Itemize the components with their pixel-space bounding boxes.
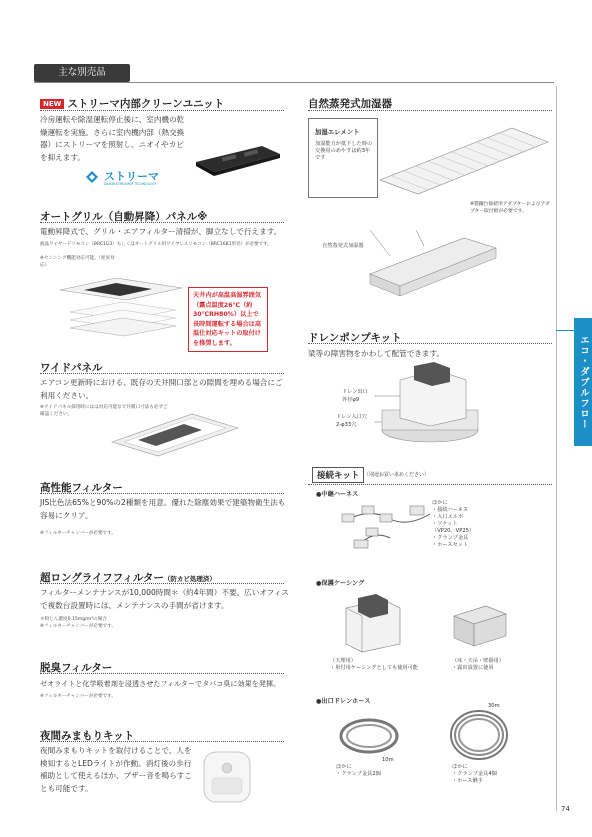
connkit-hose-title: ●出口ドレンホース <box>316 698 371 705</box>
hose-30m-caption-line: ・ホース継手 <box>452 778 483 784</box>
drainpump-inlet-spec: 2-φ33穴 <box>336 422 357 428</box>
humidifier-element-label: 加湿エレメント <box>315 128 360 136</box>
streamer-unit-image <box>192 136 284 178</box>
humidifier-element-note: 加湿能力が低下した時の交換用のめやすは約3年です <box>315 141 373 161</box>
humidifier-rule <box>308 110 552 111</box>
widepanel-rule <box>40 373 284 374</box>
hose-30m-caption-line: ほかに <box>452 764 468 770</box>
humidifier-unit-image <box>360 230 500 310</box>
longlife-note1: ＊粉じん濃度0.15mg/m³の場合 <box>40 617 107 622</box>
autogrill-note2: ※センシング機能対応可能。（逆昇対応） <box>40 256 115 268</box>
deodorize-note: ※フィルターチャンバーが必要です。 <box>40 694 116 699</box>
relay-harness-image <box>340 500 436 564</box>
drainpump-body: 梁等の障害物をかわして配管できます。 <box>308 349 445 358</box>
page-number: 74 <box>561 805 570 813</box>
housing-left-caption <box>330 658 418 672</box>
side-tab: エコ・ダブルフロー <box>574 318 592 446</box>
drainpump-image <box>374 360 484 446</box>
humidifier-adapter-note: ※製鐵台接続用アダプターおよびアダプター取付板が必要です。 <box>470 202 550 214</box>
streamer-logo <box>84 168 184 190</box>
relay-item: （VP20、VP25） <box>432 528 475 534</box>
autogrill-warning: 天井内が高温高湿雰囲気（露点温度26℃（約30℃RH80%）以上で長時間運転する場合は高温仕対応キットの取付けを推奨します。 <box>188 287 268 352</box>
hose-10m-caption-line: ほかに <box>336 764 352 770</box>
relay-item: ・ソケット <box>432 521 458 527</box>
streamer-logo-text: ストリーマ <box>104 170 159 183</box>
hose-30m-image <box>448 708 510 762</box>
widepanel-title: ワイドパネル <box>40 362 103 374</box>
humidifier-element-image <box>372 120 550 200</box>
relay-item: ・接続ハーネス <box>432 507 469 513</box>
streamer-logo-sub: DAIKIN STREAMER TECHNOLOGY <box>104 182 157 186</box>
connkit-rule <box>308 484 552 485</box>
hose-30m-length: 30m <box>488 703 500 709</box>
longlife-title-suffix: （防カビ処理済） <box>163 575 216 583</box>
section-header-badge: 主な別売品 <box>34 64 130 82</box>
widepanel-body: エアコン更新時における、既存の天井開口部との隙間を埋める場合にご利用ください。 <box>40 378 283 400</box>
housing-right-caption-line: ・露出設置に使用 <box>452 665 494 671</box>
nightkit-title: 夜間みまもりキット <box>40 730 135 742</box>
streamer-title: ストリーマ内部クリーンユニット <box>67 98 225 110</box>
relay-item: ほかに <box>432 500 448 506</box>
autogrill-rule <box>40 222 284 223</box>
streamer-title-row <box>40 96 224 111</box>
right-column-rule <box>556 86 557 811</box>
widepanel-note: ※ワイドパネル採用時にはは対応可能な天井開口寸法も必ずご確認ください。 <box>40 405 168 417</box>
connkit-relay-title: ●中継ハーネス <box>316 491 359 498</box>
hose-30m-caption <box>452 764 497 785</box>
nightkit-body: 夜間みまもりキットを取付けることで、人を検知するとLEDライトが作動。消灯後の歩行補助として使えるほか、ブザー音を鳴らすことも可能です。 <box>40 746 192 793</box>
streamer-logo-icon <box>84 170 100 184</box>
deodorize-title: 脱臭フィルター <box>40 662 113 674</box>
header-rule <box>34 82 554 83</box>
hifilter-rule <box>40 493 284 494</box>
housing-floor-image <box>450 600 510 650</box>
housing-left-caption-line: （天埋用） <box>330 658 356 664</box>
housing-right-caption <box>452 658 504 672</box>
streamer-rule <box>40 110 284 111</box>
longlife-body: フィルターメンテナンスが10,000時間＊（約4年間）不要。広いオフィスで複数台設置時には、メンテナンスの手間が省けます。 <box>40 588 289 610</box>
widepanel-image <box>110 408 240 460</box>
connkit-title-note: （別途お買い求めください） <box>364 472 430 478</box>
autogrill-body: 電動昇降式で、グリル・エアフィルター清掃が、脚立なしで行えます。 <box>40 227 282 236</box>
autogrill-title: オートグリル（自動昇降）パネル※ <box>40 211 208 223</box>
hose-10m-image <box>336 714 402 758</box>
hose-10m-caption <box>336 764 381 778</box>
streamer-body: 冷房運転や除湿運転停止後に、室内機の乾燥運転を実施。さらに室内機内部（熱交換器）にストリーマを照射し、ニオイやカビを抑えます。 <box>40 115 185 162</box>
hose-10m-caption-line: ・クランプ金具2個 <box>336 771 381 777</box>
nightkit-device-image <box>200 748 254 806</box>
relay-item: ・入口エルボ <box>432 514 464 520</box>
hifilter-title: 高性能フィルター <box>40 482 123 494</box>
humidifier-element-box <box>308 118 378 198</box>
drainpump-inlet-label: ドレン入口穴 <box>336 414 367 420</box>
longlife-rule <box>40 583 284 584</box>
connkit-relay-items <box>432 500 474 549</box>
new-badge: NEW <box>40 99 64 109</box>
housing-left-caption-line: ・単付用ケーシングとしても使用可能 <box>330 665 418 671</box>
longlife-title: 超ロングライフフィルター <box>40 572 164 584</box>
deodorize-body: ゼオライトと化学吸着剤を浸透させたフィルターでタバコ臭に効果を発揮。 <box>40 679 281 688</box>
nightkit-rule <box>40 741 284 742</box>
relay-item: ・クランプ金具 <box>432 535 469 541</box>
autogrill-panel-image <box>56 272 186 340</box>
relay-item: ・ホースセット <box>432 542 469 548</box>
connkit-title: 接続キット <box>312 467 364 483</box>
drainpump-rule <box>308 343 552 344</box>
housing-ceiling-image <box>340 594 404 654</box>
connkit-housing-title: ●保護ケーシング <box>316 580 365 587</box>
drainpump-title: ドレンポンプキット <box>308 332 402 344</box>
drainpump-outlet-spec: 外径φ9 <box>342 397 360 403</box>
hifilter-note: ※フィルターチャンバーが必要です。 <box>40 531 116 536</box>
housing-right-caption-line: （床・天吊・壁掛用） <box>452 658 504 664</box>
hose-10m-length: 10m <box>382 757 394 763</box>
deodorize-rule <box>40 673 284 674</box>
humidifier-unit-label: 自然蒸発式加湿器 <box>322 243 364 249</box>
drainpump-outlet-label: ドレン出口 <box>342 389 368 395</box>
longlife-note2: ※フィルターチャンバーが必要です。 <box>40 624 116 629</box>
hifilter-body: JIS比色法65%と90%の2種類を用意。優れた除塵効果で建築物衛生法も容易にクリア。 <box>40 498 286 520</box>
humidifier-title: 自然蒸発式加湿器 <box>308 98 392 110</box>
hose-30m-caption-line: ・クランプ金具4個 <box>452 771 497 777</box>
side-tab-line <box>556 330 574 331</box>
autogrill-note1: 液晶ワイヤードリモコン（BRC1G3）もしくはオートグリル用ワイヤレスリモコン（BRC16B1形名）が必要です。 <box>40 242 272 247</box>
